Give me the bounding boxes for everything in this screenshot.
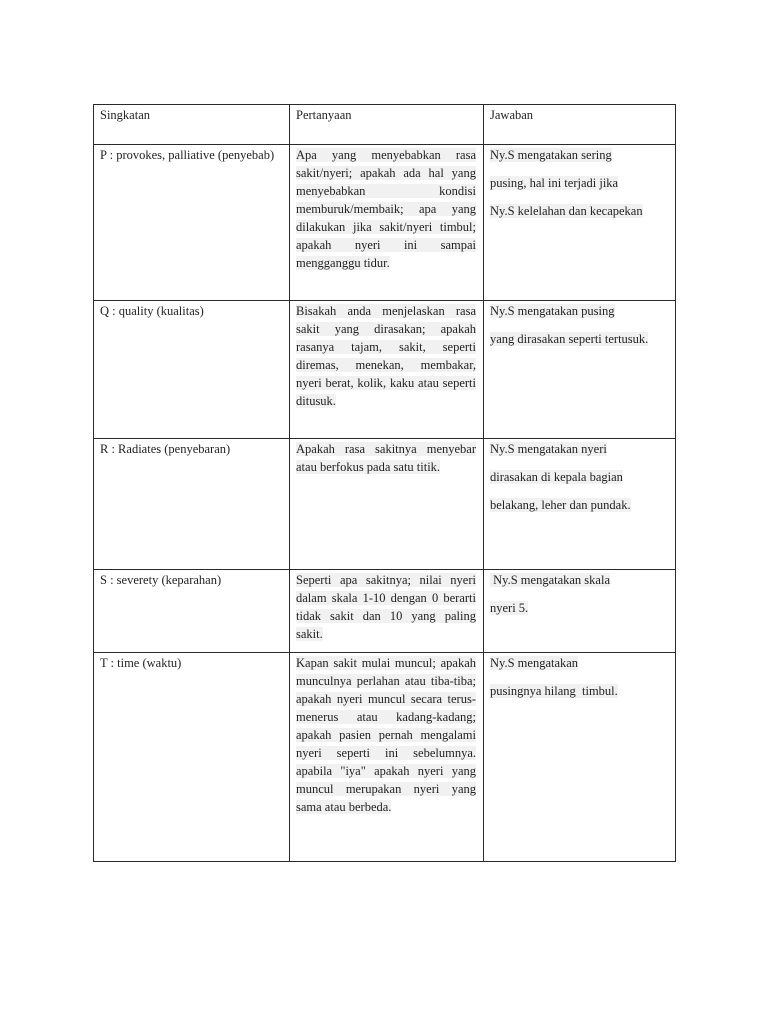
answer-line: dirasakan di kepala bagian [490, 470, 623, 484]
answer-line: yang dirasakan seperti tertusuk. [490, 332, 649, 346]
cell-jawaban [484, 145, 676, 301]
answer-line: Ny.S mengatakan sering [490, 148, 612, 162]
cell-pertanyaan: Kapan sakit mulai muncul; apakah munculnya perlahan atau tiba-tiba; apakah nyeri muncul secara terus-menerus atau kadang-kadang; apakah pasien pernah mengalami nyeri seperti ini sebelumnya. apabila "iya" apakah nyeri yang muncul merupakan nyeri yang sama atau berbeda. [290, 653, 484, 862]
cell-singkatan: P : provokes, palliative (penyebab) [94, 145, 290, 301]
table-row [94, 301, 676, 439]
cell-singkatan: Q : quality (kualitas) [94, 301, 290, 439]
cell-pertanyaan: Apakah rasa sakitnya menyebar atau berfokus pada satu titik. [290, 439, 484, 570]
header-singkatan: Singkatan [94, 105, 290, 145]
answer-line: pusingnya hilang timbul. [490, 684, 618, 698]
answer-line: Ny.S mengatakan nyeri [490, 442, 607, 456]
answer-line: nyeri 5. [490, 601, 529, 615]
cell-singkatan: S : severety (keparahan) [94, 570, 290, 653]
cell-pertanyaan: Seperti apa sakitnya; nilai nyeri dalam skala 1-10 dengan 0 berarti tidak sakit dan 10 yang paling sakit. [290, 570, 484, 653]
answer-line: belakang, leher dan pundak. [490, 498, 631, 512]
cell-pertanyaan: Apa yang menyebabkan rasa sakit/nyeri; apakah ada hal yang menyebabkan kondisi memburuk/membaik; apa yang dilakukan jika sakit/nyeri timbul; apakah nyeri ini sampai mengganggu tidur. [290, 145, 484, 301]
table-row [94, 439, 676, 570]
header-jawaban: Jawaban [484, 105, 676, 145]
answer-line: Ny.S kelelahan dan kecapekan [490, 204, 643, 218]
cell-jawaban [484, 301, 676, 439]
cell-singkatan: R : Radiates (penyebaran) [94, 439, 290, 570]
table-row [94, 653, 676, 862]
cell-singkatan: T : time (waktu) [94, 653, 290, 862]
table-header-row [94, 105, 676, 145]
cell-jawaban [484, 439, 676, 570]
cell-jawaban [484, 653, 676, 862]
answer-line: pusing, hal ini terjadi jika [490, 176, 619, 190]
answer-line: Ny.S mengatakan skala [490, 573, 610, 587]
pqrst-assessment-table [93, 104, 676, 862]
cell-pertanyaan: Bisakah anda menjelaskan rasa sakit yang dirasakan; apakah rasanya tajam, sakit, seperti diremas, menekan, membakar, nyeri berat, kolik, kaku atau seperti ditusuk. [290, 301, 484, 439]
header-pertanyaan: Pertanyaan [290, 105, 484, 145]
answer-line: Ny.S mengatakan [490, 656, 579, 670]
cell-jawaban [484, 570, 676, 653]
answer-line: Ny.S mengatakan pusing [490, 304, 615, 318]
table-row [94, 570, 676, 653]
table-row [94, 145, 676, 301]
